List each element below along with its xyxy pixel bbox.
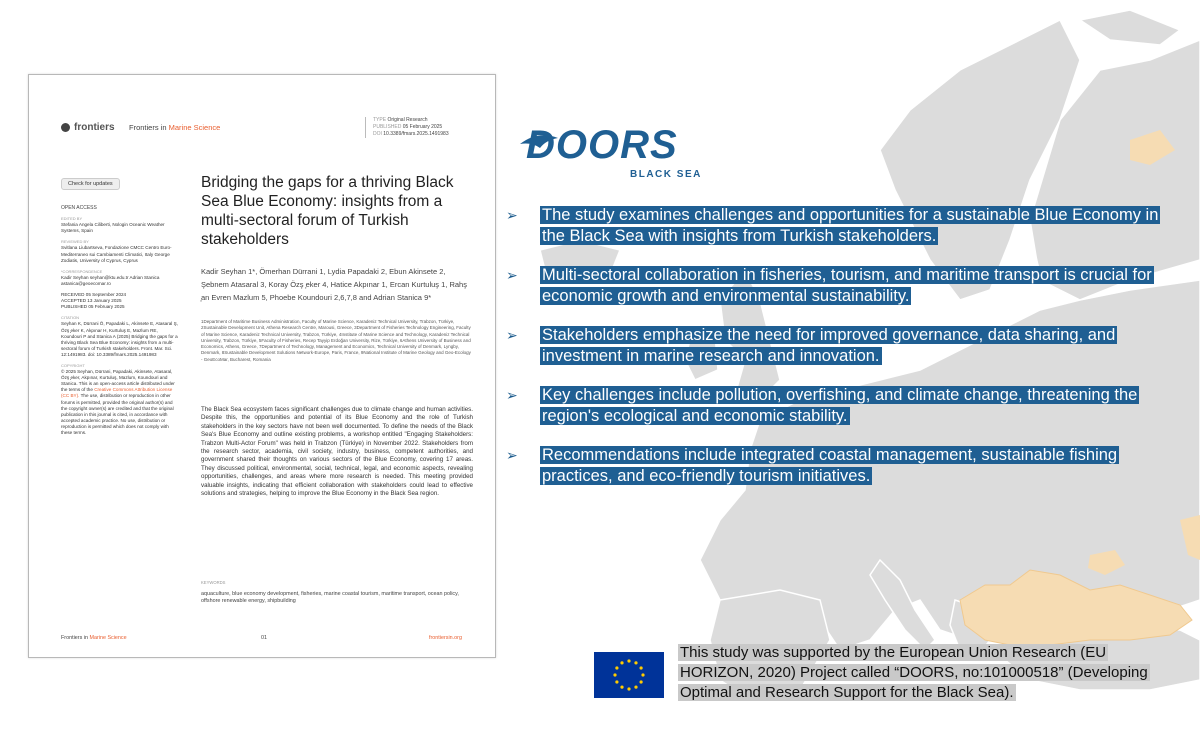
article-title: Bridging the gaps for a thriving Black Sea Blue Economy: insights from a multi-sectoral forum of Turkish stakeholders [201,174,454,248]
doors-logo-subtitle: BLACK SEA [630,169,702,180]
correspondence-label: *CORRESPONDENCE [61,268,103,274]
keywords-label: KEYWORDS [201,580,226,585]
citation-label: CITATION [61,315,80,321]
type-value: Original Research [387,117,428,123]
arrow-bullet-icon: ➢ [506,207,518,223]
footer-page-number: 01 [261,635,267,641]
accepted-date: ACCEPTED 13 January 2025 [61,298,122,304]
eu-star-icon [613,673,616,676]
edited-by: Stefania Angela Ciliberti, Nologin Oceanic Weather Systems, Spain [61,222,165,234]
eu-flag-icon [594,652,664,698]
funding-text: This study was supported by the European Union Research (EU HORIZON, 2020) Project called “DOORS, no:101000518” (Developing Optimal and Research Support for the Black Sea). [680,644,1148,701]
list-item [506,445,1166,487]
finding-text: Recommendations include integrated coastal management, sustainable fishing practices, and eco-friendly tourism initiatives. [542,446,1118,485]
doi-label: DOI [373,131,382,137]
funding-statement [678,643,1168,703]
copyright-label: COPYRIGHT [61,362,85,368]
received-date: RECEIVED 05 September 2024 [61,292,127,298]
frontiers-logo [61,122,115,133]
doi-value: 10.3389/fmars.2025.1491983 [383,131,449,137]
finding-text: Multi-sectoral collaboration in fisheries, tourism, and maritime transport is crucial for economic growth and environmental sustainability. [542,266,1152,305]
journal-name [129,123,220,132]
article-abstract: The Black Sea ecosystem faces significant challenges due to climate change and human activities. Despite this, the opportunities and potential of its Blue Economy and the role of Turkish stakeholders in the key sectors have not been well documented. To define the needs of the Black Sea's Blue Economy and outline existing problems, a workshop entitled "Engaging Stakeholders: Trabzon Multi-Actor Forum" was held in Trabzon (Türkiye) in November 2022. Stakeholders from the research sector, academia, civil society, industry, business, competent authorities, and government shared their thoughts on various sectors of the Blue Economy, covering 17 areas. They discussed political, environmental, social, technical, legal, and economic aspects, revealing opportunities, challenges, and areas where more research is needed. This meeting provided valuable insights, indicating that efficient collaboration with stakeholders could lead to effective solutions and strategies, helping to improve the Blue Economy in the Black Sea region. [201,406,473,498]
correspondence: Kadir Seyhan seyhan@ktu.edu.tr Adrian Stanica astanica@geoecomar.ro [61,274,160,286]
footer-site-link[interactable]: frontiersin.org [429,635,462,641]
keywords: aquaculture, blue economy development, fisheries, marine coastal tourism, maritime transport, ocean policy, offshore renewable energy, shipbuilding [201,591,459,604]
arrow-bullet-icon: ➢ [506,387,518,403]
reviewed-by-label: REVIEWED BY [61,239,89,245]
type-label: TYPE [373,117,387,123]
edited-by-label: EDITED BY [61,216,83,222]
finding-text: Stakeholders emphasize the need for improved governance, data sharing, and investment in marine research and innovation. [542,326,1116,365]
published-label: PUBLISHED [373,124,402,130]
arrow-bullet-icon: ➢ [506,267,518,283]
key-findings-list [506,205,1166,505]
open-access-label: OPEN ACCESS [61,205,97,211]
article-authors: Kadir Seyhan 1*, Ömerhan Dürrani 1, Lydia Papadaki 2, Ebun Akinsete 2, Şebnem Atasaral 3, Koray Özş ̧eker 4, Hatice Akpınar 1, Ercan Kurtuluş 1, Rahş ̧an Evren Mazlum 5, Phoebe Koundouri 2,6,7,8 and Adrian Stanica 9* [201,267,467,302]
doors-logo-text: DOORS [526,123,678,167]
citation: Seyhan K, Dürrani Ö, Papadaki L, Akinsete E, Atasaral Ş, Özş ̧eker K, Akpınar H, Kurtuluş E, Mazlum RE, Koundouri P and Stanica A (2025) Bridging the gaps for a thriving Black Sea Blue Economy: insights from a multi-sectoral forum of Turkish stakeholders. Front. Mar. Sci. 12:1491983. doi: 10.3389/fmars.2025.1491983 [61,321,178,357]
published-value: 05 February 2025 [402,124,443,130]
publisher-name: frontiers [74,122,115,133]
footer-journal [61,635,127,641]
published-date: PUBLISHED 05 February 2025 [61,304,125,310]
list-item [506,325,1166,367]
eu-star-icon [620,661,623,664]
article-meta [365,117,449,138]
eu-star-icon [620,686,623,689]
frontiers-logo-icon [61,123,70,132]
journal-prefix: Frontiers in [129,123,167,132]
copyright-text-b: The use, distribution or reproduction in other forums is permitted, provided the original author(s) and the copyright owner(s) are credited and that the original publication in this journal is cited, in accordance with accepted academic practice. No use, distribution or reproduction is permitted which does not comply with these terms. [61,393,174,435]
copyright-text-a: © 2025 Seyhan, Dürrani, Papadaki, Akinsete, Atasaral, Özş ̧eker, Akpınar, Kurtuluş, Mazlum, Koundouri and Stanica. This is an open-access article distributed under the terms of the [61,369,175,393]
license-link[interactable]: Creative Commons Attribution License (CC BY). [61,387,173,399]
eu-star-icon [640,666,643,669]
list-item [506,385,1166,427]
arrow-bullet-icon: ➢ [506,447,518,463]
eu-star-icon [634,686,637,689]
eu-star-icon [641,673,644,676]
footer-prefix: Frontiers in [61,635,88,641]
list-item [506,205,1166,247]
eu-star-icon [627,659,630,662]
finding-text: The study examines challenges and opportunities for a sustainable Blue Economy in the Black Sea with insights from Turkish stakeholders. [542,206,1159,245]
reviewed-by: Svitlana Liubartseva, Fondazione CMCC Centro Euro-Mediterraneo sui Cambiamenti Climatici, Italy George Zodiatis, University of Cyprus, Cyprus [61,245,172,263]
footer-journal-name: Marine Science [89,635,127,641]
eu-star-icon [615,680,618,683]
arctic-island-shape [1080,10,1180,45]
eu-star-icon [634,661,637,664]
paper-first-page [28,74,496,658]
copyright [61,369,179,436]
check-for-updates-button[interactable]: Check for updates [61,178,120,190]
finding-text: Key challenges include pollution, overfishing, and climate change, threatening the region's ecological and economic stability. [542,386,1138,425]
eu-star-icon [640,680,643,683]
article-affiliations: 1Department of Maritime Business Administration, Faculty of Marine Science, Karadeniz Technical University, Trabzon, Türkiye, 2Sustainable Development Unit, Athena Research Centre, Marousi, Greece, 3Department of Fisheries Technology Engineering, Faculty of Marine Science, Karadeniz Technical University, Trabzon, Türkiye, 4Institute of Marine Science and Technology, Karadeniz Technical University, Trabzon, Türkiye, 5Faculty of Fisheries, Recep Tayyip Erdoğan University, Rize, Türkiye, 6Athens University of Business and Economics, Athens, Greece, 7Department of Technology, Management and Economics, Technical University of Denmark, Lyngby, Denmark, 8Sustainable Development Solutions Network-Europe, Paris, France, 9National Institute of Marine Geology and Geo-Ecology - GeoEcoMar, Bucharest, Romania [201,319,471,362]
journal-title: Marine Science [168,123,221,132]
eu-star-icon [615,666,618,669]
eu-star-icon [627,687,630,690]
arrow-bullet-icon: ➢ [506,327,518,343]
doors-logo [518,122,718,182]
sidebar-info [61,205,179,436]
list-item [506,265,1166,307]
